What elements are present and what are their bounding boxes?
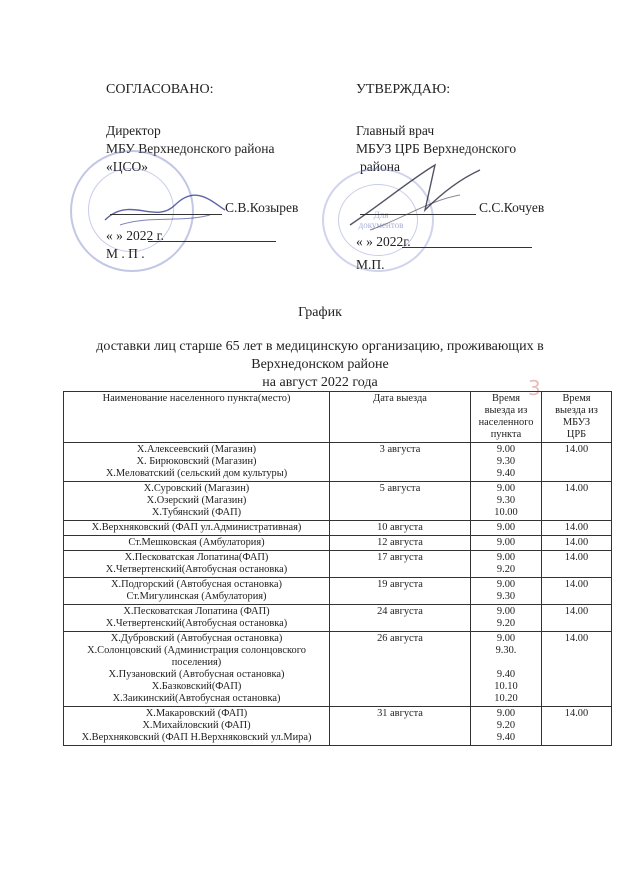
place-name: Х.Дубровский (Автобусная остановка) [110,633,283,644]
cell-date: 26 августа [330,632,471,707]
red-ink-mark: 3 [528,376,541,400]
right-position: Главный врач [356,123,435,138]
cell-date: 19 августа [330,578,471,605]
depart-time: 9.40 [496,468,516,479]
header-return-line: выезда из [555,405,598,416]
title-line3: на август 2022 года [262,375,378,390]
depart-time: 9.30 [496,591,516,602]
place-name: Ст.Мигулинская (Амбулатория) [126,591,267,602]
table-row [64,578,612,605]
cell-places [64,443,330,482]
header-depart [471,392,542,443]
depart-time: 9.00 [496,522,516,533]
table-row [64,443,612,482]
left-org-line1: МБУ Верхнедонского района [106,141,275,156]
depart-time: 9.00 [496,483,516,494]
place-name: Х. Бирюковский (Магазин) [136,456,257,467]
depart-time: 9.20 [496,618,516,629]
cell-places [64,632,330,707]
cell-depart-times [471,578,542,605]
depart-time: 10.00 [494,507,518,518]
depart-time: 9.00 [496,579,516,590]
place-name: Х.Четвертенский(Автобусная остановка) [105,618,288,629]
cell-depart-times [471,521,542,536]
cell-date: 3 августа [330,443,471,482]
place-name: Х.Верхняковский (ФАП Н.Верхняковский ул.Мира) [81,732,312,743]
cell-places [64,605,330,632]
cell-date: 10 августа [330,521,471,536]
cell-depart-times [471,551,542,578]
cell-return-time: 14.00 [542,521,612,536]
depart-time: 9.20 [496,720,516,731]
place-name: Х.Михайловский (ФАП) [142,720,251,731]
cell-places [64,521,330,536]
place-name: Х.Тубянский (ФАП) [151,507,242,518]
left-signature-name: С.В.Козырев [225,200,299,215]
place-name: поселения) [171,657,222,668]
header-depart-line: Время [491,393,521,404]
cell-return-time: 14.00 [542,551,612,578]
depart-time [473,657,539,669]
depart-time: 9.00 [496,552,516,563]
cell-places [64,707,330,746]
place-name: Х.Верхняковский (ФАП ул.Административная) [91,522,302,533]
cell-return-time: 14.00 [542,578,612,605]
place-name: Х.Озерский (Магазин) [146,495,247,506]
cell-places [64,482,330,521]
cell-return-time: 14.00 [542,605,612,632]
cell-return-time: 14.00 [542,707,612,746]
header-place: Наименование населенного пункта(место) [64,392,330,443]
header-return-line: МБУЗ [562,417,591,428]
table-row [64,521,612,536]
depart-time: 9.40 [496,669,516,680]
cell-date: 24 августа [330,605,471,632]
table-row [64,605,612,632]
header-return-line: ЦРБ [566,429,587,440]
left-org-line2: «ЦСО» [106,159,149,174]
cell-depart-times [471,707,542,746]
left-seal-label: М . П . [106,246,145,261]
depart-time: 9.20 [496,564,516,575]
place-name: Х.Базковский(ФАП) [151,681,242,692]
header-date: Дата выезда [330,392,471,443]
table-header-row [64,392,612,443]
title-line2: Верхнедонском районе [251,357,389,372]
depart-time: 9.00 [496,444,516,455]
left-signature-line [110,214,222,215]
schedule-table [63,391,612,746]
place-name: Х.Подгорский (Автобусная остановка) [111,579,282,590]
depart-time: 9.30 [496,495,516,506]
cell-depart-times [471,443,542,482]
header-depart-line: пункта [490,429,522,440]
place-name: Х.Песковатская Лопатина (ФАП) [123,606,270,617]
depart-time: 9.40 [496,732,516,743]
depart-time: 9.00 [496,708,516,719]
depart-time: 9.00 [496,606,516,617]
place-name: Ст.Мешковская (Амбулатория) [128,537,265,548]
place-name: Х.Суровский (Магазин) [143,483,250,494]
cell-places [64,536,330,551]
cell-places [64,551,330,578]
cell-date: 12 августа [330,536,471,551]
right-signature-name: С.С.Кочуев [479,200,545,215]
header-return-line: Время [562,393,591,404]
depart-time: 9.30. [495,645,517,656]
header-return [542,392,612,443]
cell-date: 17 августа [330,551,471,578]
place-name: Х.Солонцовский (Администрация солонцовского [87,645,306,656]
cell-return-time: 14.00 [542,632,612,707]
cell-date: 5 августа [330,482,471,521]
right-date-line: « » 2022г. [356,234,411,249]
depart-time: 9.30 [496,456,516,467]
cell-depart-times [471,536,542,551]
depart-time: 10.10 [494,681,518,692]
depart-time: 9.00 [496,633,516,644]
depart-time: 9.00 [496,537,516,548]
left-heading: СОГЛАСОВАНО: [106,82,214,97]
place-name: Х.Макаровский (ФАП) [145,708,248,719]
header-depart-line: выезда из [484,405,528,416]
cell-places [64,578,330,605]
table-row [64,707,612,746]
right-signature-line [360,214,476,215]
left-position: Директор [106,123,161,138]
right-org-line2: района [360,159,400,174]
cell-depart-times [471,482,542,521]
cell-return-time: 14.00 [542,536,612,551]
depart-time: 10.20 [494,693,518,704]
title-line1: доставки лиц старше 65 лет в медицинскую организацию, проживающих в [96,339,544,354]
right-stamp-text: Для документов [358,210,404,230]
document-title: График [298,305,342,320]
table-row [64,551,612,578]
header-depart-line: населенного [478,417,534,428]
place-name: Х.Алексеевский (Магазин) [136,444,257,455]
cell-return-time: 14.00 [542,443,612,482]
table-row [64,536,612,551]
left-date-underline [148,241,276,242]
table-row [64,632,612,707]
cell-date: 31 августа [330,707,471,746]
schedule-body [64,443,612,746]
cell-depart-times [471,605,542,632]
place-name: Х.Песковатская Лопатина(ФАП) [124,552,269,563]
place-name: Х.Заикинский(Автобусная остановка) [112,693,281,704]
right-org-line1: МБУЗ ЦРБ Верхнедонского [356,141,517,156]
cell-depart-times [471,632,542,707]
place-name: Х.Четвертенский(Автобусная остановка) [105,564,288,575]
right-seal-label: М.П. [356,257,385,272]
right-date-underline [402,247,532,248]
right-heading: УТВЕРЖДАЮ: [356,82,451,97]
place-name: Х.Пузановский (Автобусная остановка) [108,669,285,680]
table-row [64,482,612,521]
place-name: Х.Меловатский (сельский дом культуры) [105,468,288,479]
cell-return-time: 14.00 [542,482,612,521]
left-date-line: « » 2022 г. [106,228,165,243]
